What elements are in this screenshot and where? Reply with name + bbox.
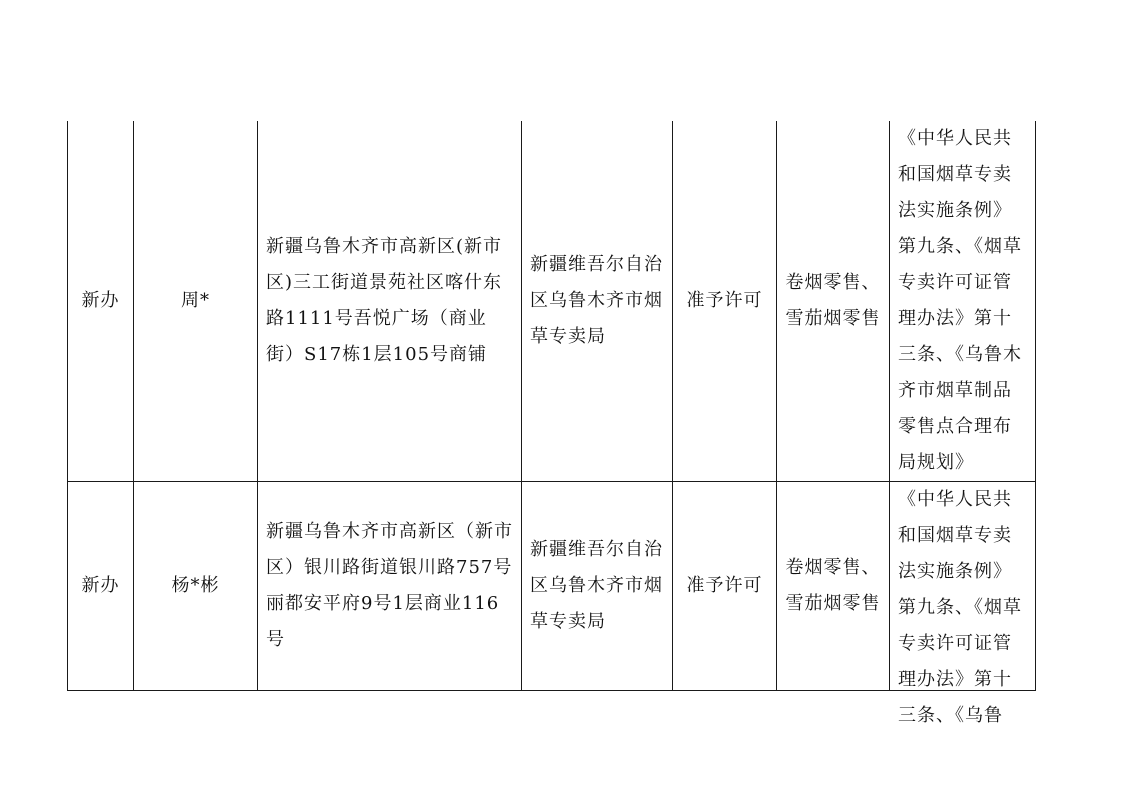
cell-decision-result: 准予许可 [673,121,777,482]
cell-decision-result: 准予许可 [673,482,777,691]
cell-business-address: 新疆乌鲁木齐市高新区（新市区）银川路街道银川路757号丽都安平府9号1层商业116号 [258,482,522,691]
cell-application-type: 新办 [68,482,134,691]
cell-business-scope: 卷烟零售、雪茄烟零售 [777,121,890,482]
cell-legal-basis [890,482,1036,726]
table-row [68,482,1036,691]
legal-basis-text: 《中华人民共和国烟草专卖法实施条例》第九条、《烟草专卖许可证管理办法》第十三条、《乌鲁 [898,489,1022,726]
cell-application-type: 新办 [68,121,134,482]
cell-legal-basis: 《中华人民共和国烟草专卖法实施条例》第九条、《烟草专卖许可证管理办法》第十三条、《乌鲁木齐市烟草制品零售点合理布局规划》 [890,121,1036,482]
cell-licensing-authority: 新疆维吾尔自治区乌鲁木齐市烟草专卖局 [522,482,673,691]
table-row [68,121,1036,482]
license-records-table [67,121,1036,726]
cell-applicant-name: 杨*彬 [134,482,258,691]
cell-business-scope: 卷烟零售、雪茄烟零售 [777,482,890,691]
cell-applicant-name: 周* [134,121,258,482]
cell-business-address: 新疆乌鲁木齐市高新区(新市区)三工街道景苑社区喀什东路1111号吾悦广场（商业街）S17栋1层105号商铺 [258,121,522,482]
cell-licensing-authority: 新疆维吾尔自治区乌鲁木齐市烟草专卖局 [522,121,673,482]
